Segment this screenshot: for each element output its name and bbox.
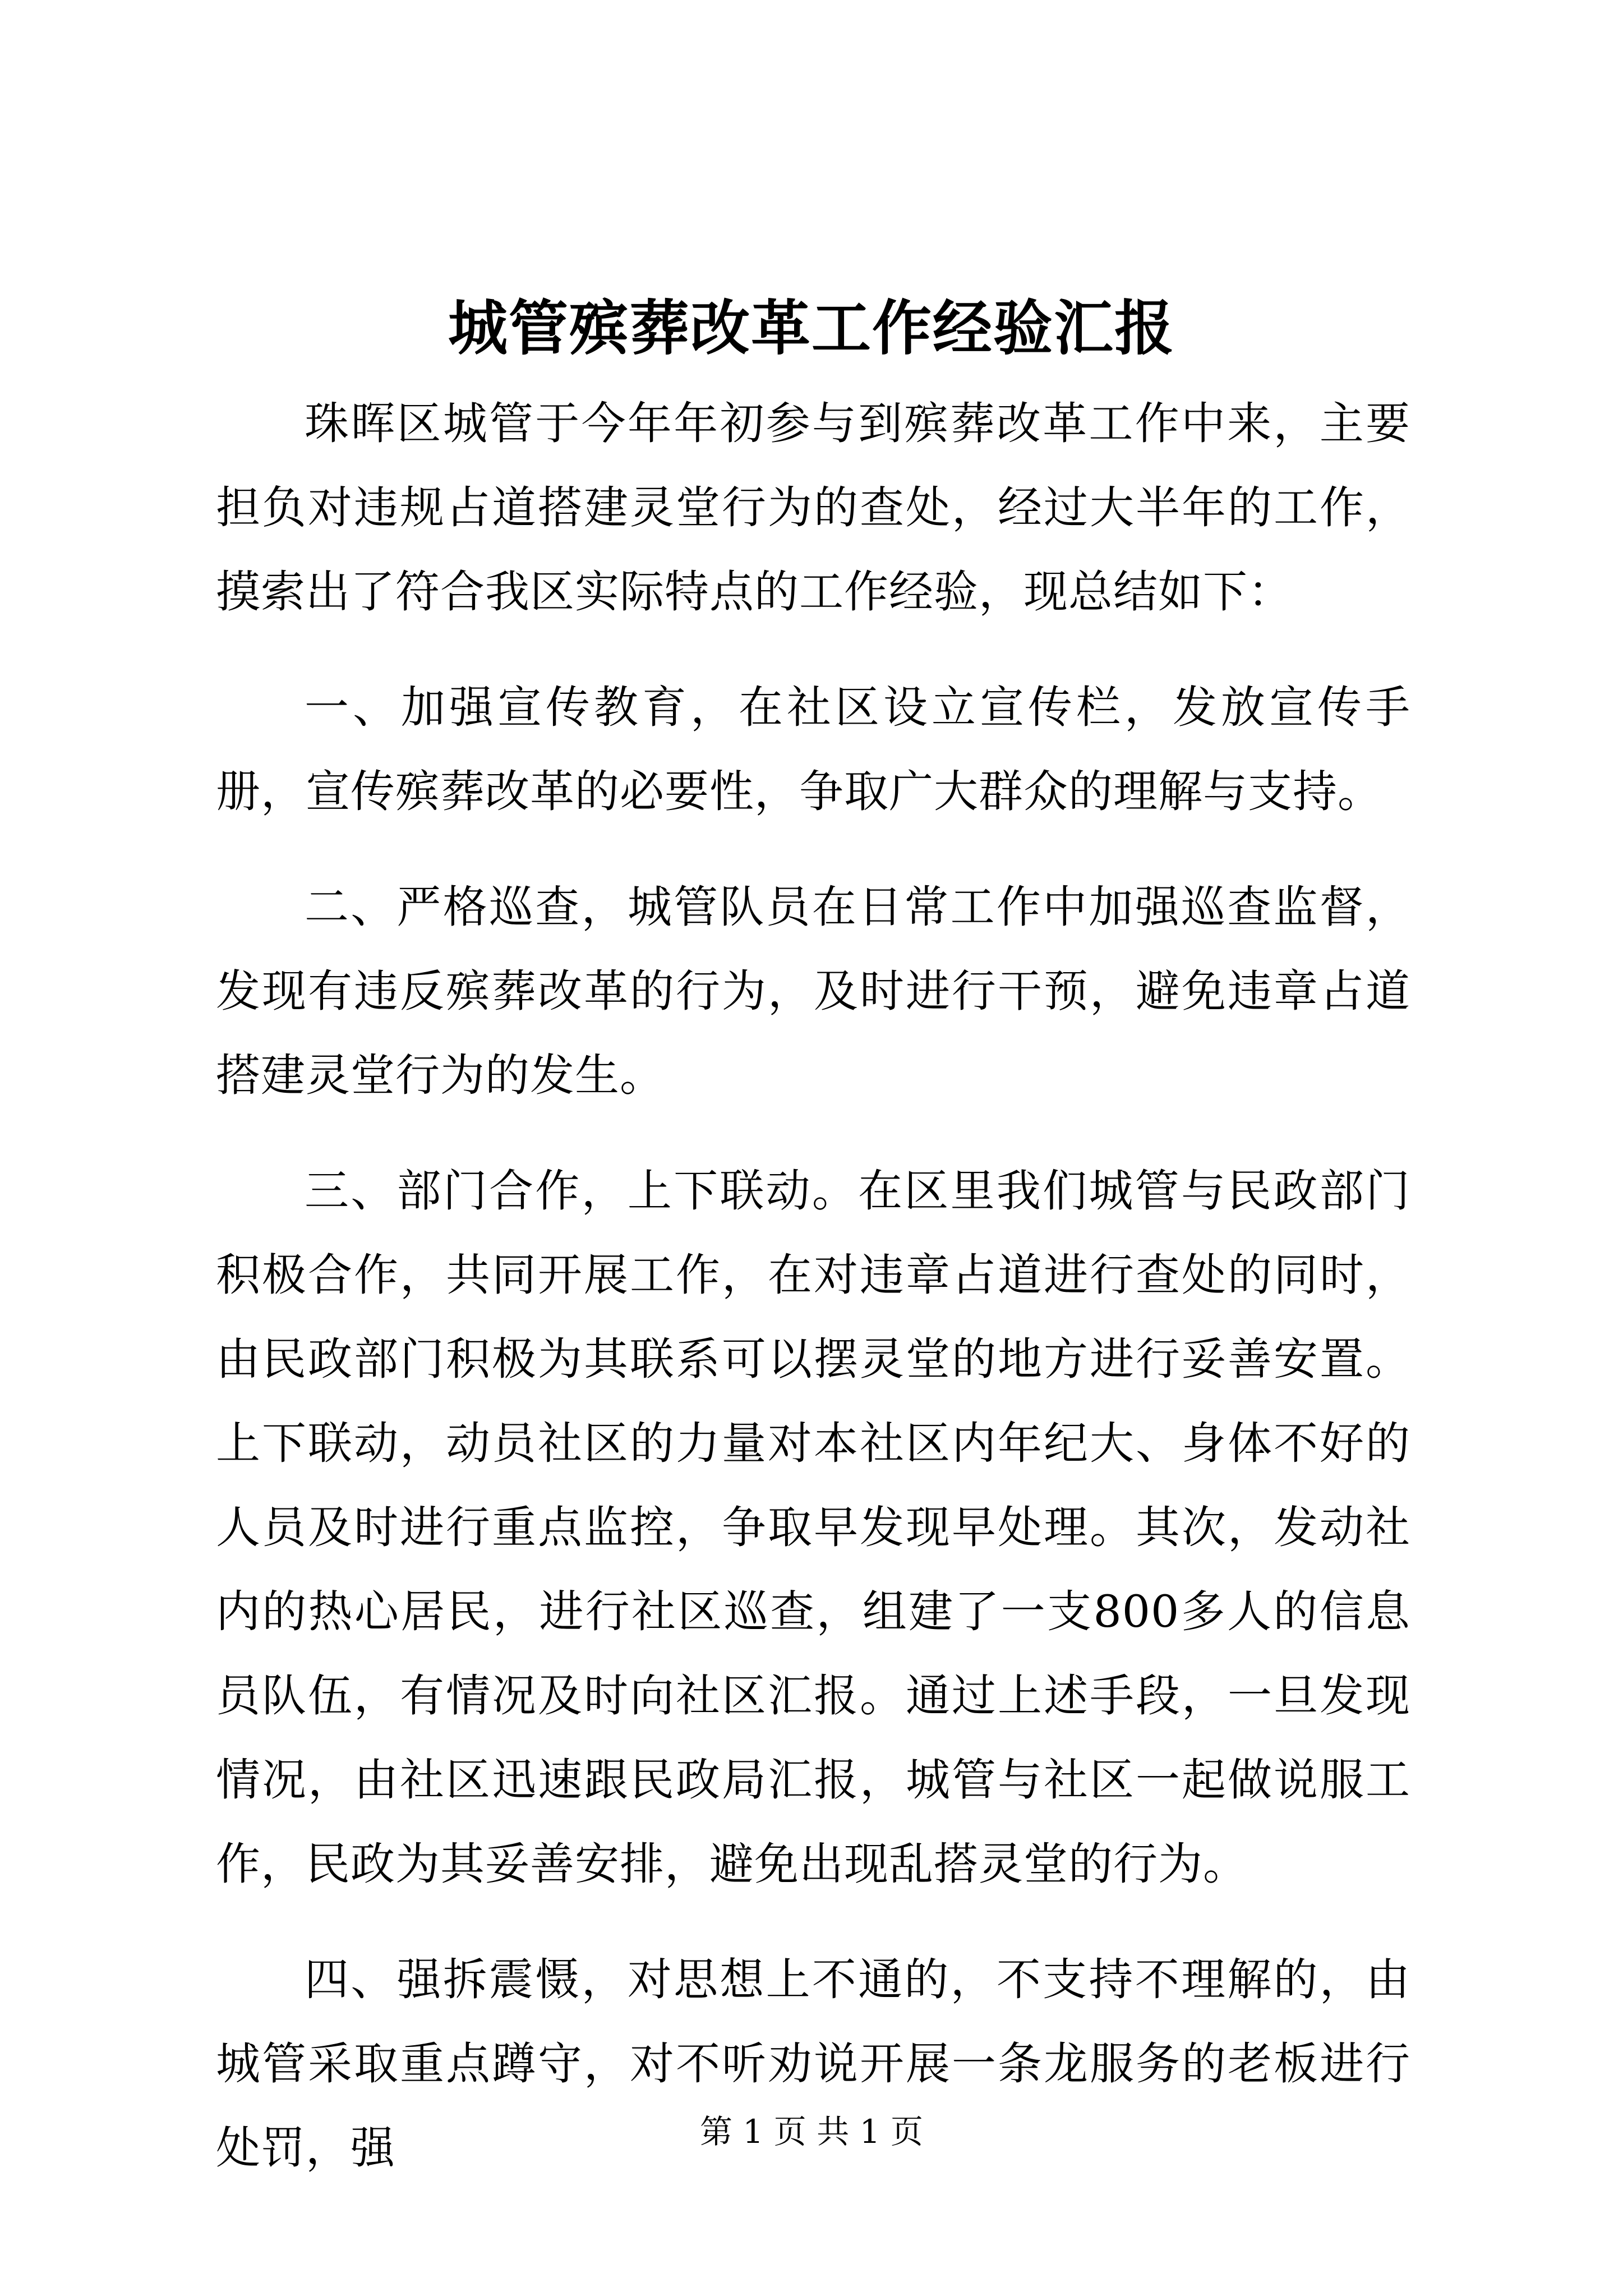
paragraph-cooperation: 三、部门合作，上下联动。在区里我们城管与民政部门积极合作，共同开展工作，在对违章占道进行查处的同时，由民政部门积极为其联系可以摆灵堂的地方进行妥善安置。上下联动，动员社区的力量对本社区内年纪大、身体不好的人员及时进行重点监控，争取早发现早处理。其次，发动社内的热心居民，进行社区巡查，组建了一支800多人的信息员队伍，有情况及时向社区汇报。通过上述手段，一旦发现情况，由社区迅速跟民政局汇报，城管与社区一起做说服工作，民政为其妥善安排，避免出现乱搭灵堂的行为。 bbox=[216, 1165, 1410, 1890]
document-title: 城管殡葬改革工作经验汇报 bbox=[448, 293, 1175, 363]
paragraph-enforcement: 四、强拆震慑，对思想上不通的，不支持不理解的，由城管采取重点蹲守，对不听劝说开展一条龙服务的老板进行处罚，强 bbox=[216, 1954, 1410, 2174]
page-footer: 第 1 页 共 1 页 bbox=[700, 2113, 923, 2151]
paragraph-inspection: 二、严格巡查，城管队员在日常工作中加强巡查监督，发现有违反殡葬改革的行为，及时进行干预，避免违章占道搭建灵堂行为的发生。 bbox=[216, 881, 1410, 1101]
paragraph-publicity: 一、加强宣传教育，在社区设立宣传栏，发放宣传手册，宣传殡葬改革的必要性，争取广大群众的理解与支持。 bbox=[216, 682, 1410, 817]
document-body bbox=[216, 381, 1410, 2221]
paragraph-intro: 珠晖区城管于今年年初参与到殡葬改革工作中来，主要担负对违规占道搭建灵堂行为的查处，经过大半年的工作，摸索出了符合我区实际特点的工作经验，现总结如下： bbox=[216, 398, 1410, 618]
